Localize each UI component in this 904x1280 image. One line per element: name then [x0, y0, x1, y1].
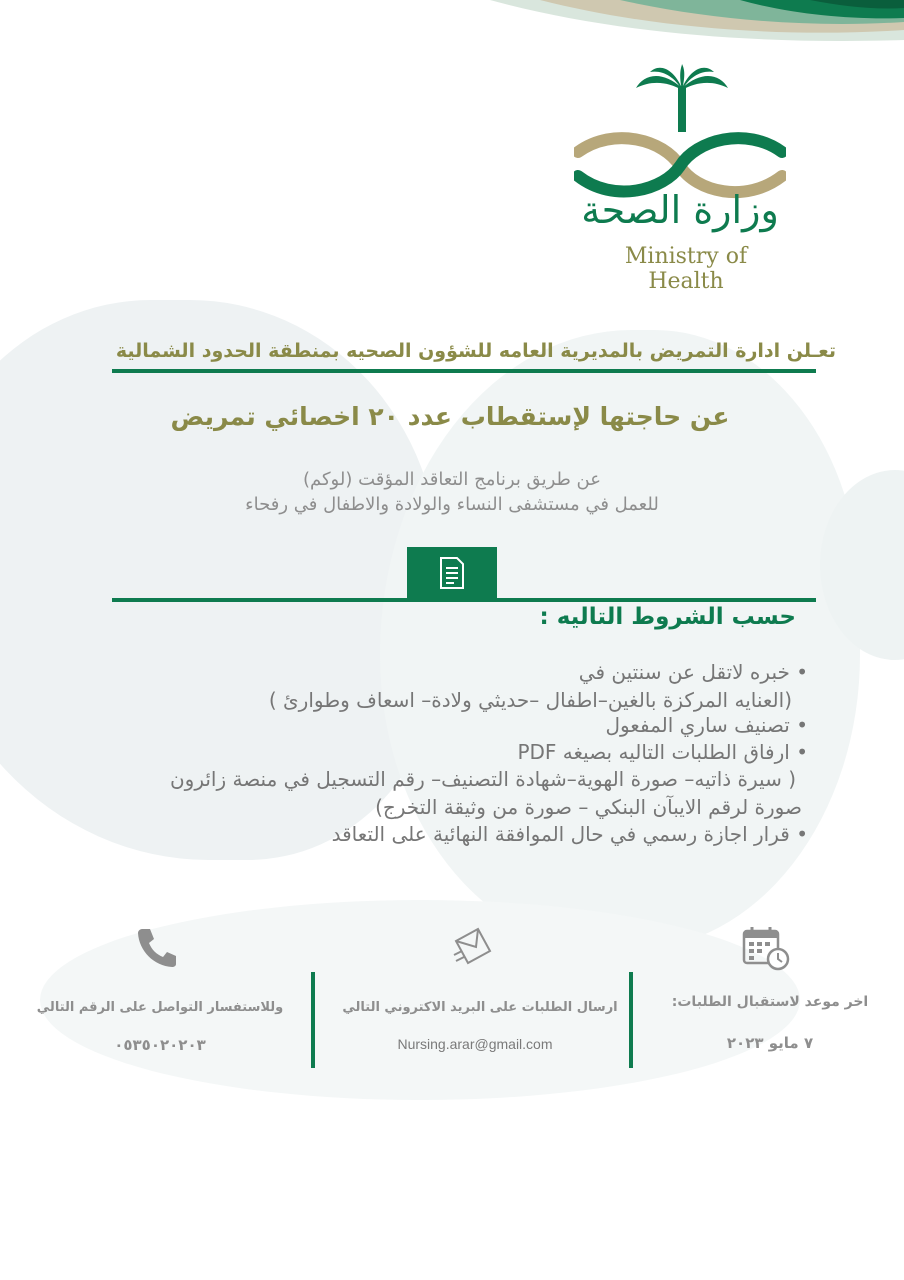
- headline-line-1: تعـلن ادارة التمريض بالمديرية العامه للشؤون الصحيه بمنطقة الحدود الشمالية: [115, 340, 836, 362]
- section-divider: [112, 598, 816, 602]
- logo-arabic-name: وزارة الصحة: [581, 188, 779, 232]
- condition-item-4: • ارفاق الطلبات التاليه بصيغه PDF: [517, 740, 808, 764]
- document-icon-box: [407, 547, 497, 599]
- condition-item-1: • خبره لاتقل عن سنتين في: [578, 660, 808, 684]
- phone-value[interactable]: ٠٥٣٥٠٢٠٢٠٣: [114, 1036, 206, 1054]
- condition-item-2: (العنايه المركزة بالغين–اطفال –حديثي ولادة– اسعاف وطوارئ ): [268, 688, 792, 712]
- phone-label: وللاستفسار التواصل على الرقم التالي: [36, 1000, 284, 1015]
- calendar-icon: [742, 925, 790, 971]
- condition-item-5: ( سيرة ذاتيه– صورة الهوية–شهادة التصنيف– رقم التسجيل في منصة زائرون: [169, 767, 796, 791]
- conditions-heading: حسب الشروط التاليه :: [539, 604, 796, 630]
- email-label: ارسال الطلبات على البريد الاكتروني التالي: [342, 1000, 618, 1015]
- subtitle-line-1: عن طريق برنامج التعاقد المؤقت (لوكم): [302, 469, 601, 490]
- subtitle-line-2: للعمل في مستشفى النساء والولادة والاطفال في رفحاء: [245, 494, 659, 515]
- document-icon: [437, 556, 467, 590]
- column-divider-right: [629, 972, 633, 1068]
- deadline-value: ٧ مايو ٢٠٢٣: [726, 1034, 814, 1052]
- email-icon: [452, 925, 494, 967]
- column-divider-left: [311, 972, 315, 1068]
- deadline-label: اخر موعد لاستقبال الطلبات:: [671, 994, 869, 1010]
- condition-item-6: صورة لرقم الايبآن البنكي – صورة من وثيقة التخرج): [375, 795, 802, 819]
- condition-item-7: • قرار اجازة رسمي في حال الموافقة النهائية على التعاقد: [331, 822, 808, 846]
- palm-tree-icon: [632, 64, 732, 134]
- headline-line-2: عن حاجتها لإستقطاب عدد ٢٠ اخصائي تمريض: [170, 402, 730, 431]
- email-value[interactable]: Nursing.arar@gmail.com: [397, 1036, 553, 1052]
- logo-english-name: Ministry of Health: [624, 244, 748, 294]
- headline-underline: [112, 369, 816, 373]
- moh-logo: [570, 60, 790, 294]
- condition-item-3: • تصنيف ساري المفعول: [605, 713, 808, 737]
- phone-icon: [134, 925, 178, 969]
